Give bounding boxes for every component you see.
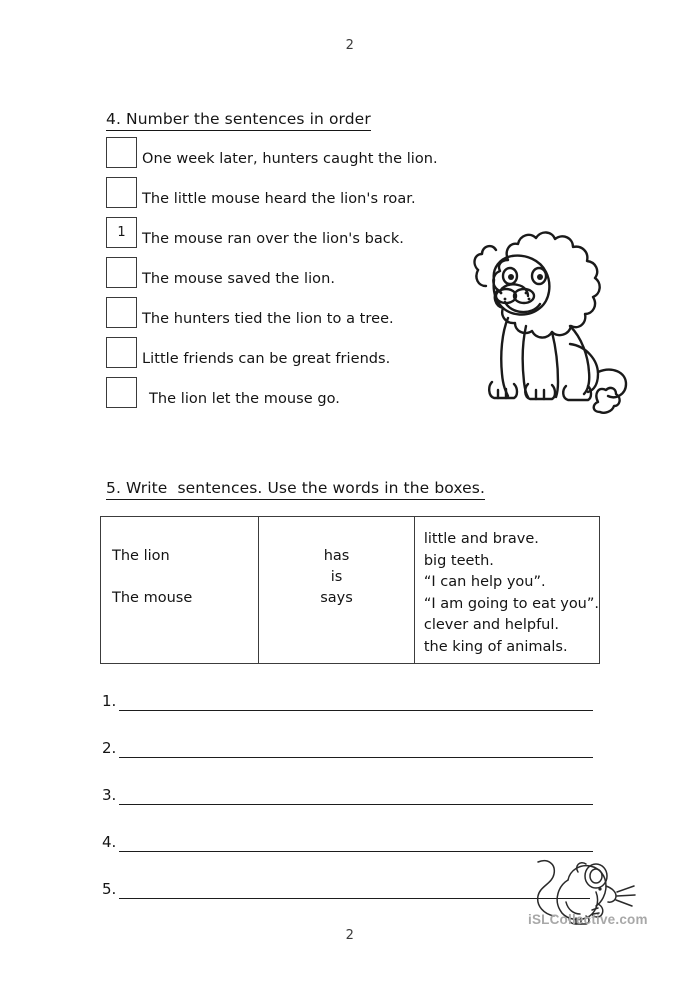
exercise-4-heading: 4. Number the sentences in order [106, 110, 371, 131]
order-number-box[interactable]: 1 [106, 217, 137, 248]
order-row [106, 177, 526, 217]
page-number-bottom: 2 [345, 928, 355, 943]
order-number-box[interactable] [106, 137, 137, 168]
answer-write-line[interactable] [119, 851, 593, 852]
answer-line-number: 1. [102, 692, 117, 710]
word-bank-predicate: big teeth. [423, 552, 494, 569]
order-sentence-text: The little mouse heard the lion's roar. [142, 191, 416, 207]
order-number-box[interactable] [106, 257, 137, 288]
word-bank-predicate: “I am going to eat you”. [423, 595, 599, 612]
answer-line-row [102, 692, 602, 739]
page-number-top: 2 [345, 38, 355, 53]
order-number-box[interactable] [106, 337, 137, 368]
word-bank-column-predicates [415, 517, 599, 663]
word-bank-predicate: clever and helpful. [423, 617, 560, 633]
order-sentence-text: The lion let the mouse go. [149, 391, 340, 407]
word-bank-verb: has [323, 548, 350, 564]
order-number-box[interactable] [106, 177, 137, 208]
exercise-5-heading: 5. Write sentences. Use the words in the boxes. [106, 479, 485, 500]
word-bank-column-subjects [101, 517, 259, 663]
answer-line-number: 3. [102, 786, 117, 804]
word-bank-verb: is [330, 569, 343, 585]
answer-write-line[interactable] [119, 710, 593, 711]
answer-write-line[interactable] [119, 757, 593, 758]
answer-write-line[interactable] [119, 804, 593, 805]
answer-line-row [102, 739, 602, 786]
lion-illustration [448, 214, 640, 414]
order-number-box[interactable] [106, 297, 137, 328]
order-sentence-text: The hunters tied the lion to a tree. [142, 311, 394, 327]
answer-line-number: 2. [102, 739, 117, 757]
word-bank-predicate: “I can help you”. [423, 574, 546, 590]
word-bank-subject: The lion [112, 548, 170, 564]
order-sentence-text: Little friends can be great friends. [142, 351, 391, 367]
answer-line-number: 5. [102, 880, 117, 898]
answer-write-line[interactable] [119, 898, 590, 899]
watermark: iSLCollective.com [528, 912, 648, 927]
answer-line-row [102, 786, 602, 833]
order-sentence-text: The mouse ran over the lion's back. [142, 231, 404, 247]
order-row [106, 137, 526, 177]
answer-line-number: 4. [102, 833, 117, 851]
word-bank-verb: says [320, 590, 353, 606]
order-number-box[interactable] [106, 377, 137, 408]
word-bank-table [100, 516, 600, 664]
order-sentence-text: The mouse saved the lion. [142, 271, 335, 287]
word-bank-subject: The mouse [112, 590, 193, 606]
word-bank-predicate: the king of animals. [423, 638, 568, 655]
word-bank-predicate: little and brave. [423, 531, 539, 547]
word-bank-column-verbs [259, 517, 415, 663]
order-sentence-text: One week later, hunters caught the lion. [142, 151, 438, 167]
